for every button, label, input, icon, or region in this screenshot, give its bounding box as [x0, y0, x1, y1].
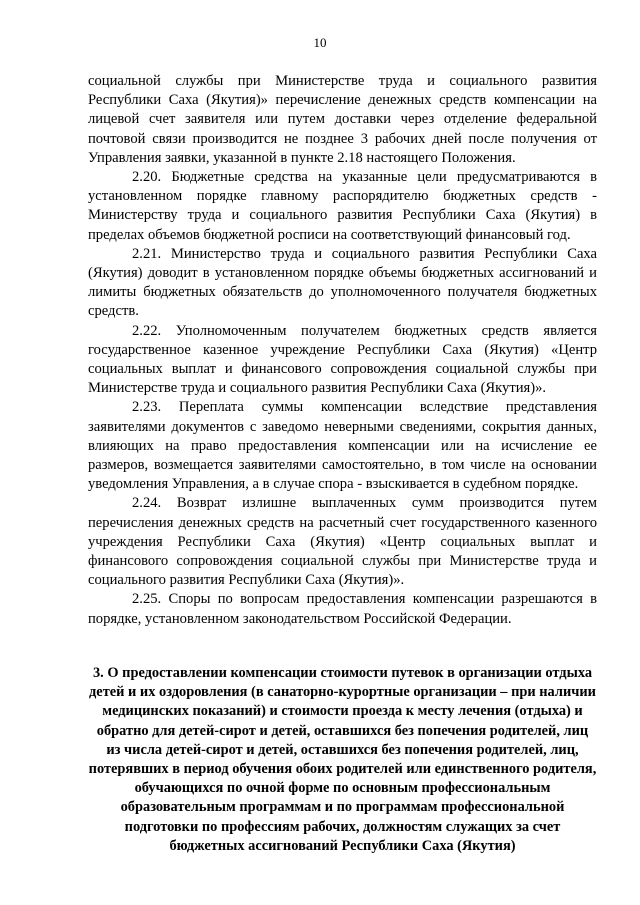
document-body — [88, 72, 597, 629]
paragraph-2-25: 2.25. Споры по вопросам предоставления компенсации разрешаются в порядке, установленном законодательством Российской Федерации. — [88, 591, 597, 627]
paragraph-2-23: 2.23. Переплата суммы компенсации вследствие представления заявителями документов с заведомо неверными сведениями, сокрытия данных, влияющих на право предоставления компенсации или на исчисление ее размеров, возмещается заявителями самостоятельно, в том числе на основании уведомления Управления, а в случае спора - взыскивается в судебном порядке. — [88, 399, 597, 493]
paragraph-2-24: 2.24. Возврат излишне выплаченных сумм производится путем перечисления денежных средств на расчетный счет государственного казенного учреждения Республики Саха (Якутия) «Центр социальных выплат и финансового сопровождения социальной службы при Министерстве труда и социального развития Республики Саха (Якутия)». — [88, 495, 597, 589]
page-number: 10 — [313, 35, 327, 50]
paragraph-2-21: 2.21. Министерство труда и социального развития Республики Саха (Якутия) доводит в установленном порядке объемы бюджетных ассигнований и лимиты бюджетных обязательств до уполномоченного получателя бюджетных средств. — [88, 245, 597, 320]
paragraph-2-20: 2.20. Бюджетные средства на указанные цели предусматриваются в установленном порядке главному распорядителю бюджетных средств - Министерству труда и социального развития Республики Саха (Якутия) в пределах объемов бюджетной росписи на соответствующий финансовый год. — [88, 169, 597, 243]
paragraph-continuation: социальной службы при Министерстве труда и социального развития Республики Саха (Якутия)» перечисление денежных средств компенсации на лицевой счет заявителя или путем доставки через отделение федеральной почтовой связи производится не позднее 3 рабочих дней после получения от Управления заявки, указанной в пункте 2.18 настоящего Положения. — [88, 73, 597, 166]
section-3-heading: 3. О предоставлении компенсации стоимости путевок в организации отдыха детей и их оздоровления (в санаторно-курортные организации – при наличии медицинских показаний) и стоимости проезда к месту лечения (отдыха) и обратно для детей-сирот и детей, оставшихся без попечения родителей, лиц из числа детей-сирот и детей, оставшихся без попечения родителей, лиц, потерявших в период обучения обоих родителей или единственного родителя, обучающихся по очной форме по основным профессиональным образовательным программам и по программам профессиональной подготовки по профессиям рабочих, должностям служащих за счет бюджетных ассигнований Республики Саха (Якутия) — [88, 665, 597, 854]
paragraph-2-22: 2.22. Уполномоченным получателем бюджетных средств является государственное казенное учреждение Республики Саха (Якутия) «Центр социальных выплат и финансового сопровождения социальной службы при Министерстве труда и социального развития Республики Саха (Якутия)». — [88, 322, 597, 397]
